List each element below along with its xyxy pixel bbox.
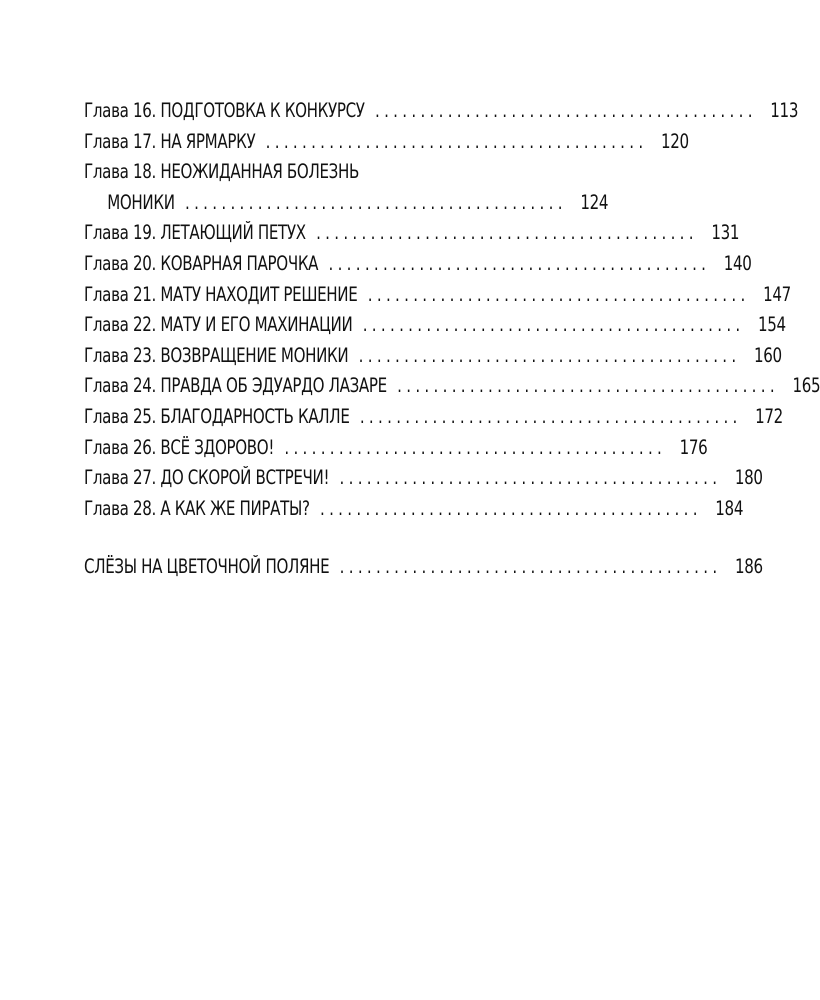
toc-entry-chapter-28[interactable] bbox=[84, 494, 744, 525]
toc-entry-chapter-23[interactable] bbox=[84, 341, 782, 372]
page-number: 165 bbox=[792, 374, 820, 398]
dot-leader: .......................................... bbox=[328, 251, 711, 275]
section-gap bbox=[84, 524, 532, 552]
dot-leader: .......................................... bbox=[316, 221, 698, 245]
dot-leader: .......................................... bbox=[359, 404, 742, 428]
dot-leader: .......................................... bbox=[184, 190, 567, 214]
toc-entry-chapter-26[interactable] bbox=[84, 433, 708, 464]
chapter-title: БЛАГОДАРНОСТЬ КАЛЛЕ bbox=[160, 404, 350, 428]
page-number: 147 bbox=[763, 282, 791, 306]
toc-entry-chapter-22[interactable] bbox=[84, 310, 786, 341]
page-number: 140 bbox=[723, 251, 752, 275]
page-number: 131 bbox=[711, 221, 740, 245]
page-number: 176 bbox=[679, 435, 708, 459]
chapter-label: Глава 21. bbox=[84, 282, 156, 306]
toc-entry-chapter-18-continued[interactable] bbox=[84, 188, 609, 219]
page-number: 160 bbox=[753, 343, 782, 367]
page-number: 120 bbox=[660, 129, 689, 153]
page-number: 172 bbox=[755, 404, 783, 428]
toc-entry-chapter-18[interactable] bbox=[84, 157, 532, 188]
chapter-title: А КАК ЖЕ ПИРАТЫ? bbox=[160, 496, 310, 520]
dot-leader: .......................................... bbox=[367, 282, 750, 306]
toc-entry-chapter-21[interactable] bbox=[84, 280, 791, 311]
toc-entry-chapter-25[interactable] bbox=[84, 402, 783, 433]
chapter-title: НА ЯРМАРКУ bbox=[160, 129, 256, 153]
chapter-title-continuation: МОНИКИ bbox=[107, 190, 175, 214]
chapter-title: ПРАВДА ОБ ЭДУАРДО ЛАЗАРЕ bbox=[160, 374, 387, 398]
chapter-title: ВСЁ ЗДОРОВО! bbox=[160, 435, 275, 459]
chapter-label: Глава 28. bbox=[84, 496, 156, 520]
page-number: 186 bbox=[734, 555, 763, 579]
page-number: 113 bbox=[770, 99, 799, 122]
toc-entry-chapter-16[interactable] bbox=[84, 96, 799, 127]
dot-leader: .......................................... bbox=[265, 129, 648, 153]
chapter-title: МАТУ И ЕГО МАХИНАЦИИ bbox=[160, 313, 353, 337]
chapter-label: Глава 24. bbox=[84, 374, 156, 398]
chapter-title: МАТУ НАХОДИТ РЕШЕНИЕ bbox=[160, 282, 358, 306]
chapter-label: Глава 25. bbox=[84, 404, 156, 428]
chapter-label: Глава 23. bbox=[84, 343, 156, 367]
toc-entry-chapter-27[interactable] bbox=[84, 463, 763, 494]
dot-leader: .......................................... bbox=[397, 374, 779, 398]
page-number: 180 bbox=[734, 466, 763, 490]
chapter-title: ПОДГОТОВКА К КОНКУРСУ bbox=[160, 99, 365, 122]
toc-entry-chapter-17[interactable] bbox=[84, 127, 689, 158]
dot-leader: .......................................... bbox=[339, 555, 722, 579]
chapter-label: Глава 18. bbox=[84, 160, 156, 184]
chapter-label: Глава 22. bbox=[84, 313, 156, 337]
toc-entry-chapter-20[interactable] bbox=[84, 249, 752, 280]
chapter-label: Глава 20. bbox=[84, 251, 156, 275]
dot-leader: .......................................... bbox=[319, 496, 702, 520]
toc-entry-story[interactable] bbox=[84, 552, 763, 583]
page-number: 124 bbox=[580, 190, 609, 214]
chapter-label: Глава 16. bbox=[84, 99, 156, 122]
dot-leader: .......................................... bbox=[339, 466, 722, 490]
toc-entry-chapter-19[interactable] bbox=[84, 218, 740, 249]
toc-entry-chapter-24[interactable] bbox=[84, 371, 820, 402]
chapter-title: ВОЗВРАЩЕНИЕ МОНИКИ bbox=[160, 343, 349, 367]
dot-leader: .......................................... bbox=[284, 435, 667, 459]
chapter-label: Глава 19. bbox=[84, 221, 156, 245]
chapter-label: Глава 26. bbox=[84, 435, 156, 459]
chapter-title: НЕОЖИДАННАЯ БОЛЕЗНЬ bbox=[160, 160, 359, 184]
chapter-title: ЛЕТАЮЩИЙ ПЕТУХ bbox=[160, 221, 306, 245]
chapter-label: Глава 17. bbox=[84, 129, 156, 153]
chapter-list bbox=[84, 96, 820, 583]
page-number: 184 bbox=[715, 496, 744, 520]
chapter-title: КОВАРНАЯ ПАРОЧКА bbox=[160, 251, 319, 275]
page-number: 154 bbox=[758, 313, 786, 337]
dot-leader: .......................................... bbox=[358, 343, 741, 367]
dot-leader: .......................................... bbox=[362, 313, 745, 337]
table-of-contents bbox=[84, 96, 820, 583]
chapter-label: Глава 27. bbox=[84, 466, 156, 490]
chapter-title: ДО СКОРОЙ ВСТРЕЧИ! bbox=[160, 466, 330, 490]
dot-leader: .......................................... bbox=[374, 99, 757, 122]
story-title: СЛЁЗЫ НА ЦВЕТОЧНОЙ ПОЛЯНЕ bbox=[84, 555, 330, 579]
